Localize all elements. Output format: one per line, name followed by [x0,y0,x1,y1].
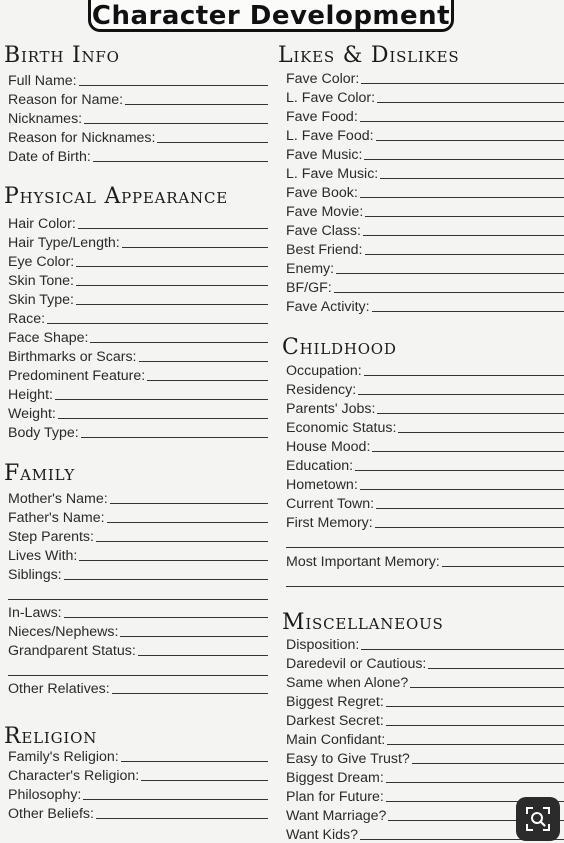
section-heading-family: Family [4,461,75,486]
field-label: Daredevil or Cautious: [286,656,428,672]
field-enemy[interactable] [286,258,564,277]
field-label: L. Fave Food: [286,128,376,144]
field-label: Hair Type/Length: [8,235,122,251]
field-label: Body Type: [8,425,81,441]
field-race[interactable] [8,308,268,327]
field-label: Step Parents: [8,529,96,545]
field-label: Birthmarks or Scars: [8,349,139,365]
answer-line[interactable] [125,103,268,105]
field-house-mood[interactable] [286,436,564,455]
field-label: Eye Color: [8,254,76,270]
field-label: L. Fave Color: [286,90,377,106]
field-label: Occupation: [286,363,364,379]
field-label: Want Kids? [286,827,360,843]
field-label: Same when Alone? [286,675,410,691]
answer-line[interactable] [372,450,564,452]
field-label: Other Relatives: [8,681,112,697]
answer-line[interactable] [375,526,564,528]
field-predominent-feature[interactable] [8,365,268,384]
title-box [88,0,454,32]
field-grandparent-status[interactable] [8,640,268,659]
answer-line[interactable] [365,253,564,255]
answer-line[interactable] [386,724,564,726]
field-label: Philosophy: [8,787,83,803]
answer-line[interactable] [336,272,564,274]
answer-line[interactable] [365,215,564,217]
zoom-search-icon [525,806,551,832]
field-familys-religion[interactable] [8,746,268,765]
field-label: Fave Book: [286,185,360,201]
answer-line[interactable] [107,521,268,523]
answer-line[interactable] [412,762,564,764]
field-date-of-birth[interactable] [8,146,268,165]
field-label: Residency: [286,382,358,398]
field-label: Father's Name: [8,510,107,526]
field-reason-for-nicknames[interactable] [8,127,268,146]
field-biggest-dream[interactable] [286,767,564,786]
field-hometown[interactable] [286,474,564,493]
field-label: Best Friend: [286,242,365,258]
field-reason-for-name[interactable] [8,89,268,108]
field-label: Full Name: [8,73,79,89]
field-label: Plan for Future: [286,789,386,805]
field-face-shape[interactable] [8,327,268,346]
answer-line[interactable] [83,798,268,800]
field-most-important-memory[interactable] [286,551,564,570]
field-label: Reason for Nicknames: [8,130,157,146]
field-label: Main Confidant: [286,732,387,748]
answer-line[interactable] [96,540,268,542]
field-easy-to-give-trust[interactable] [286,748,564,767]
field-bf-gf[interactable] [286,277,564,296]
field-label: House Mood: [286,439,372,455]
field-label: Face Shape: [8,330,90,346]
field-label: Grandparent Status: [8,643,138,659]
field-main-confidant[interactable] [286,729,564,748]
field-label: Education: [286,458,355,474]
field-characters-religion[interactable] [8,765,268,784]
field-hair-type-length[interactable] [8,232,268,251]
answer-line[interactable] [410,686,564,688]
field-siblings[interactable] [8,564,268,583]
field-label: Race: [8,311,47,327]
answer-line[interactable] [64,616,268,618]
section-heading-childhood: Childhood [282,335,397,360]
field-label: Mother's Name: [8,491,110,507]
field-label: Darkest Secret: [286,713,386,729]
field-hair-color[interactable] [8,213,268,232]
field-skin-type[interactable] [8,289,268,308]
section-heading-miscellaneous: Miscellaneous [282,610,444,635]
field-philosophy[interactable] [8,784,268,803]
field-label: Fave Color: [286,71,361,87]
field-label: In-Laws: [8,605,64,621]
answer-line[interactable] [386,781,564,783]
field-fave-music[interactable] [286,144,564,163]
field-label: Economic Status: [286,420,398,436]
answer-line[interactable] [442,565,564,567]
field-in-laws[interactable] [8,602,268,621]
blank-answer-line[interactable] [8,598,268,600]
blank-answer-line[interactable] [286,585,564,587]
blank-answer-line[interactable] [286,546,564,548]
zoom-search-button[interactable] [516,797,560,841]
answer-line[interactable] [361,648,564,650]
field-label: Fave Class: [286,223,363,239]
field-label: Lives With: [8,548,79,564]
field-label: Enemy: [286,261,336,277]
field-label: Skin Tone: [8,273,76,289]
answer-line[interactable] [386,705,564,707]
field-label: Parents' Jobs: [286,401,377,417]
answer-line[interactable] [376,139,564,141]
field-label: Want Marriage? [286,808,388,824]
answer-line[interactable] [380,177,564,179]
field-label: First Memory: [286,515,375,531]
answer-line[interactable] [334,291,564,293]
field-skin-tone[interactable] [8,270,268,289]
answer-line[interactable] [79,84,268,86]
field-l-fave-color[interactable] [286,87,564,106]
answer-line[interactable] [428,667,564,669]
field-label: Skin Type: [8,292,76,308]
answer-line[interactable] [360,196,564,198]
field-label: Hair Color: [8,216,78,232]
field-mothers-name[interactable] [8,488,268,507]
answer-line[interactable] [364,158,564,160]
field-other-beliefs[interactable] [8,803,268,822]
answer-line[interactable] [387,743,564,745]
answer-line[interactable] [76,284,268,286]
answer-line[interactable] [96,817,268,819]
answer-line[interactable] [372,310,564,312]
answer-line[interactable] [376,507,564,509]
answer-line[interactable] [139,360,269,362]
blank-answer-line[interactable] [8,674,268,676]
field-label: L. Fave Music: [286,166,380,182]
answer-line[interactable] [147,379,268,381]
answer-line[interactable] [377,412,564,414]
answer-line[interactable] [138,654,268,656]
field-biggest-regret[interactable] [286,691,564,710]
field-height[interactable] [8,384,268,403]
field-label: Easy to Give Trust? [286,751,412,767]
answer-line[interactable] [79,559,268,561]
field-economic-status[interactable] [286,417,564,436]
field-first-memory[interactable] [286,512,564,531]
answer-line[interactable] [121,760,268,762]
field-parents-jobs[interactable] [286,398,564,417]
answer-line[interactable] [358,393,564,395]
field-fave-activity[interactable] [286,296,564,315]
field-darkest-secret[interactable] [286,710,564,729]
field-education[interactable] [286,455,564,474]
section-heading-physical-appearance: Physical Appearance [4,184,228,209]
answer-line[interactable] [360,488,564,490]
field-label: Nieces/Nephews: [8,624,120,640]
answer-line[interactable] [112,692,268,694]
left-column [4,40,268,840]
answer-line[interactable] [93,160,268,162]
field-label: Fave Movie: [286,204,365,220]
section-heading-birth-info: Birth Info [4,43,120,68]
field-l-fave-music[interactable] [286,163,564,182]
answer-line[interactable] [355,469,564,471]
field-best-friend[interactable] [286,239,564,258]
field-label: Date of Birth: [8,149,93,165]
field-label: Family's Religion: [8,749,121,765]
field-label: Predominent Feature: [8,368,147,384]
field-label: Disposition: [286,637,361,653]
answer-line[interactable] [90,341,268,343]
field-label: Most Important Memory: [286,554,442,570]
field-label: Height: [8,387,55,403]
field-label: Biggest Regret: [286,694,386,710]
field-label: Siblings: [8,567,64,583]
field-label: Weight: [8,406,58,422]
answer-line[interactable] [55,398,268,400]
right-column [282,40,564,840]
field-label: Biggest Dream: [286,770,386,786]
answer-line[interactable] [361,82,564,84]
field-fave-class[interactable] [286,220,564,239]
field-birthmarks-or-scars[interactable] [8,346,268,365]
field-fave-book[interactable] [286,182,564,201]
answer-line[interactable] [84,122,268,124]
answer-line[interactable] [360,120,564,122]
field-lives-with[interactable] [8,545,268,564]
answer-line[interactable] [122,246,268,248]
field-label: Current Town: [286,496,376,512]
page-title: Character Development [91,1,451,31]
field-label: Nicknames: [8,111,84,127]
answer-line[interactable] [120,635,268,637]
field-step-parents[interactable] [8,526,268,545]
field-label: Hometown: [286,477,360,493]
field-label: Fave Activity: [286,299,372,315]
field-body-type[interactable] [8,422,268,441]
answer-line[interactable] [76,265,268,267]
answer-line[interactable] [58,417,268,419]
answer-line[interactable] [81,436,268,438]
field-other-relatives[interactable] [8,678,268,697]
field-label: Other Beliefs: [8,806,96,822]
field-nieces-nephews[interactable] [8,621,268,640]
section-heading-likes-dislikes: Likes & Dislikes [278,43,460,68]
answer-line[interactable] [377,101,564,103]
field-occupation[interactable] [286,360,564,379]
answer-line[interactable] [64,578,268,580]
field-label: Character's Religion: [8,768,141,784]
field-disposition[interactable] [286,634,564,653]
field-label: Fave Music: [286,147,364,163]
answer-line[interactable] [364,374,564,376]
field-current-town[interactable] [286,493,564,512]
answer-line[interactable] [398,431,564,433]
section-heading-religion: Religion [4,724,97,749]
answer-line[interactable] [78,227,268,229]
answer-line[interactable] [47,322,268,324]
field-label: Fave Food: [286,109,360,125]
field-fathers-name[interactable] [8,507,268,526]
field-label: Reason for Name: [8,92,125,108]
field-nicknames[interactable] [8,108,268,127]
answer-line[interactable] [110,502,268,504]
answer-line[interactable] [363,234,564,236]
field-same-when-alone[interactable] [286,672,564,691]
field-residency[interactable] [286,379,564,398]
field-fave-movie[interactable] [286,201,564,220]
answer-line[interactable] [157,141,268,143]
answer-line[interactable] [141,779,268,781]
field-eye-color[interactable] [8,251,268,270]
field-label: BF/GF: [286,280,334,296]
field-fave-food[interactable] [286,106,564,125]
field-weight[interactable] [8,403,268,422]
field-l-fave-food[interactable] [286,125,564,144]
field-daredevil-or-cautious[interactable] [286,653,564,672]
answer-line[interactable] [76,303,268,305]
field-fave-color[interactable] [286,68,564,87]
field-full-name[interactable] [8,70,268,89]
